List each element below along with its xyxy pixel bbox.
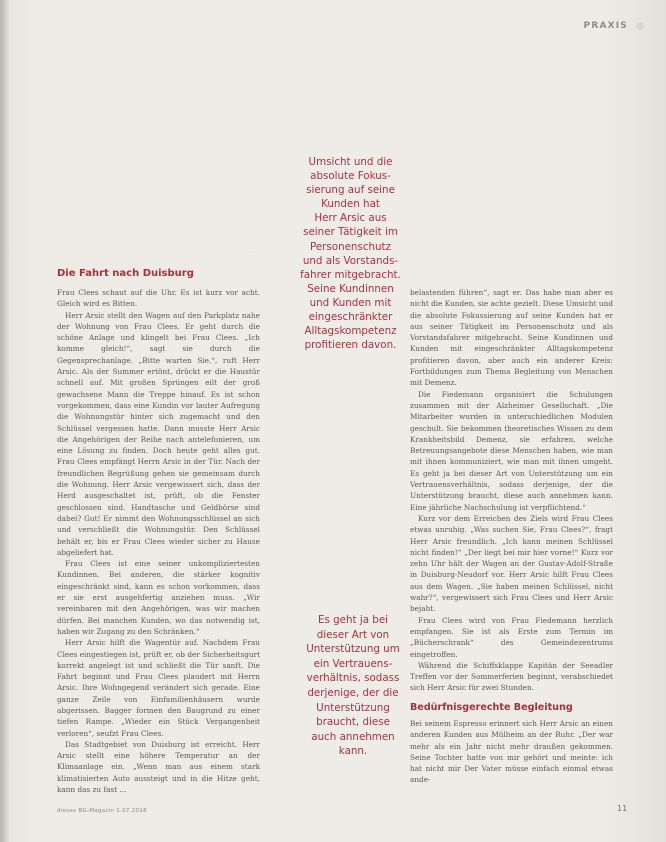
quote-line: dieser Art von <box>316 628 390 641</box>
pull-quote-top <box>283 155 418 352</box>
quote-line: profitieren davon. <box>304 339 397 352</box>
footer-publication: dieses BG-Magazin 1.07.2018 <box>57 808 147 814</box>
quote-line: seiner Tätigkeit im <box>303 226 398 239</box>
quote-line: sierung auf seine <box>306 184 395 197</box>
quote-line: Seine Kundinnen <box>307 282 394 295</box>
quote-line: verhältnis, sodass <box>306 672 400 685</box>
paragraph: Während die Schiffsklappe Kapitän der Seeadler Treffen vor der Sommerferien beginnt, verabschiedet sich Herr Arsic für zwei Stunden. <box>410 660 613 693</box>
paragraph: Frau Clees wird von Frau Fiedemann herzlich empfangen. Sie ist als Erste zum Termin im „Bücherschrank“ des Gemeindezentrums eingetroffen. <box>410 615 613 659</box>
paragraph: Herr Arsic stellt den Wagen auf den Parkplatz nahe der Wohnung von Frau Clees. Er geht durch die schöne Anlage und klingelt bei Frau Clees. „Ich komme gleich!“, sagt sie durch die Gegensprechanlage. „Bitte warten Sie.“, ruft Herr Arsic. Als der Summer ertönt, drückt er die Haustür schnell auf. Mit großen Sprüngen eilt der groß gewachsene Mann die Treppe hinauf. Es ist schon vorgekommen, dass eine Kundin vor lauter Aufregung die Wohnungstür hinter sich zugemacht und den Schlüssel vergessen hatte. Dann musste Herr Arsic die Angehörigen der Reihe nach antelefonieren, um eine Lösung zu finden. Doch heute geht alles gut. Frau Clees empfängt Herrn Arsic in der Tür. Nach der freundlichen Begrüßung gehen sie gemeinsam durch die Wohnung. Herr Arsic vergewissert sich, dass der Herd ausgeschaltet ist, prüft, ob die Fenster geschlossen sind. Handtasche und Geldbörse sind dabei? Gut! Er nimmt den Wohnungsschlüssel an sich und verschließt die Wohnungstür. Den Schlüssel behält er, bis er Frau Clees wieder sicher zu Hause abgeliefert hat. <box>57 310 260 557</box>
paragraph: Kurz vor dem Erreichen des Ziels wird Frau Clees etwas unruhig. „Was suchen Sie, Frau Clees?“, fragt Herr Arsic freundlich. „Ich kann meinen Schlüssel nicht finden!“ „Der liegt bei mir hier vorne!“ Kurz vor zehn Uhr hält der Wagen an der Gustav-Adolf-Straße in Duisburg-Neudorf vor. Herr Arsic hilft Frau Clees aus dem Wagen. „Sie haben meinen Schlüssel, nicht wahr?“, vergewissert sich Frau Clees und Herr Arsic bejaht. <box>410 513 613 614</box>
quote-line: Unterstützung um <box>306 643 400 656</box>
quote-line: Umsicht und die <box>308 156 393 168</box>
quote-line: Es geht ja bei <box>317 614 389 626</box>
quote-line: Alltagskompetenz <box>304 325 397 338</box>
body-column-right <box>410 287 613 693</box>
quote-line: auch annehmen <box>311 730 395 743</box>
body-column-right-end <box>410 718 613 785</box>
quote-line: Personenschutz <box>310 240 391 253</box>
paragraph: Herr Arsic hilft die Wagentür auf. Nachdem Frau Clees eingestiegen ist, prüft er, ob der Sicherheitsgurt korrekt angelegt ist und schließt die Tür sanft. Die Fahrt beginnt und Frau Clees plaudert mit Herrn Arsic. Ihre Wohngegend verändert sich gerade. Eine ganze Zeile von Einfamilienhäusern wurde abgerissen. Bagger formen den Baugrund zu einer tiefen Rampe. „Wieder ein Stück Vergangenheit verloren“, seufzt Frau Clees. <box>57 638 260 738</box>
quote-line: und Kunden mit <box>309 296 392 309</box>
paragraph: Frau Clees ist eine seiner unkompliziertesten Kundinnen. Bei anderen, die stärker kognitiv eingeschränkt sind, kann es schon vorkommen, dass er sie erst ausgehfertig anziehen muss. „Wir vereinbaren mit den Angehörigen, was wir machen dürfen. Bei manchen Kunden, wo das notwendig ist, haben wir Zugang zu den Schränken.“ <box>57 559 260 636</box>
paragraph: Bei seinem Espresso erinnert sich Herr Arsic an einen anderen Kunden aus Mülheim an der Ruhr. „Der war mehr als ein Jahr nicht mehr draußen gekommen. Seine Tochter hatte von mir gehört und meinte: ich hat nicht mir Der Vater müsse einfach einmal etwas ande- <box>410 719 613 785</box>
section-heading: Die Fahrt nach Duisburg <box>57 268 194 279</box>
paragraph: Das Stadtgebiet von Duisburg ist erreicht. Herr Arsic stellt eine höhere Temperatur an der Klimaanlage ein. „Wenn man aus einem stark klimatisierten Auto aussteigt und in die Hitze geht, kann das zu fast ... <box>57 739 260 795</box>
quote-line: und als Vorstands- <box>302 254 399 267</box>
quote-line: Unterstützung <box>316 701 390 714</box>
quote-line: eingeschränkter <box>308 311 393 324</box>
quote-line: absolute Fokus- <box>310 170 391 183</box>
quote-line: ein Vertrauens- <box>313 657 393 670</box>
paragraph: belastenden führen“, sagt er. Das habe man aber es nicht die Kunden, sie achte gezielt. Diese Umsicht und die absolute Fokussierung auf seine Kunden hat er aus seiner Tätigkeit im Personenschutz und als Vorstandsfahrer mitgebracht. Seine Kundinnen und Kunden mit eingeschränkter Alltagskompetenz profitieren davon, aber auch ein anderer Kreis: Fortbildungen zum Thema Begleitung von Menschen mit Demenz. <box>410 288 613 388</box>
quote-line: kann. <box>338 745 368 758</box>
quote-line: Herr Arsic aus <box>314 212 387 225</box>
page-number: 11 <box>617 804 628 813</box>
body-column-left <box>57 287 260 797</box>
paragraph: Frau Clees schaut auf die Uhr. Es ist kurz vor acht. Gleich wird es Bitten. <box>57 288 260 309</box>
binding-shadow <box>0 0 10 842</box>
quote-line: Kunden hat <box>321 198 380 211</box>
quote-line: fahrer mitgebracht. <box>300 268 401 281</box>
section-heading: Bedürfnisgerechte Begleitung <box>410 702 573 713</box>
paragraph: Die Fiedemann organisiert die Schulungen zusammen mit der Alzheimer Gesellschaft. „Die Mitarbeiter wurden in unterschiedlichen Modulen geschult. Sie bekommen theoretisches Wissen zu dem Krankheitsbild Demenz, sie erfahren, welche Betreuungsangebote diese Menschen haben, wie man mit ihnen kommuniziert, wie man mit ihnen umgeht. Es geht ja bei dieser Art von Unterstützung um ein Vertrauensverhältnis, sodass derjenige, der die Unterstützung braucht, diese auch annehmen kann. Eine jährliche Nachschulung ist verpflichtend.“ <box>410 389 613 512</box>
pull-quote-bottom <box>288 613 418 759</box>
quote-line: braucht, diese <box>316 716 390 729</box>
quote-line: derjenige, der die <box>307 686 399 699</box>
header-dot-icon <box>636 22 644 30</box>
section-label: PRAXIS <box>583 21 628 31</box>
